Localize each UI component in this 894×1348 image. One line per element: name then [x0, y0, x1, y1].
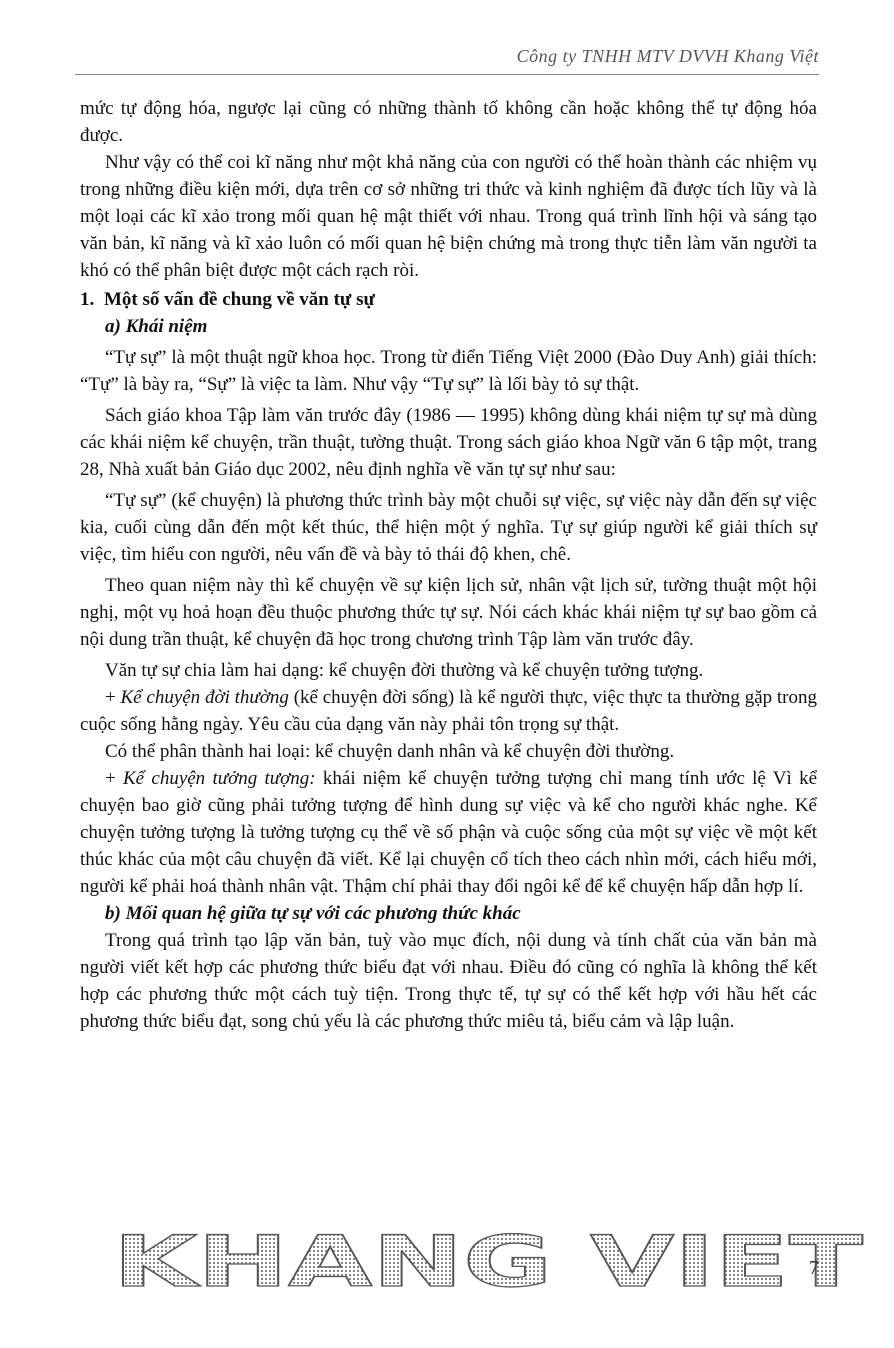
term-description: (kể chuyện đời sống) là kể người thực, việc thực ta thường gặp trong cuộc sống hằng ngày. Yêu cầu của dạng văn này phải tôn trọng sự thật. — [80, 687, 818, 735]
page-body — [80, 95, 817, 1035]
term-description: khái niệm kể chuyện tưởng tượng chỉ mang tính ước lệ Vì kể chuyện bao giờ cũng phải tưởng tượng để hình dung sự việc và kể cho người khác nghe. Kể chuyện tưởng tượng là tưởng tượng cụ thể về số phận và cuộc sống của một sự việc về một kết thúc khác của một câu chuyện đã viết. Kể lại chuyện cổ tích theo cách nhìn mới, cách hiểu mới, người kể phải hoá thành nhân vật. Thậm chí phải thay đổi ngôi kể để kể chuyện hấp dẫn hợp lí. — [80, 768, 818, 897]
bullet-plus: + — [105, 687, 121, 708]
paragraph: Văn tự sự chia làm hai dạng: kể chuyện đời thường và kể chuyện tưởng tượng. — [105, 660, 704, 681]
section-title: Một số vấn đề chung về văn tự sự — [104, 289, 375, 310]
paragraph: Trong quá trình tạo lập văn bản, tuỳ vào mục đích, nội dung và tính chất của văn bản mà người viết kết hợp các phương thức biểu đạt với nhau. Điều đó cũng có nghĩa là không thể kết hợp các phương thức một cách tuỳ tiện. Trong thực tế, tự sự có thể kết hợp với hầu hết các phương thức biểu đạt, song chủ yếu là các phương thức miêu tả, biểu cảm và lập luận. — [80, 930, 817, 1032]
paragraph: mức tự động hóa, ngược lại cũng có những thành tố không cần hoặc không thể tự động hóa được. — [80, 98, 817, 146]
khang-viet-logo — [108, 1233, 868, 1289]
bullet-plus: + — [105, 768, 123, 789]
term-imaginary-story: Kể chuyện tưởng tượng: — [123, 768, 316, 789]
definition-quote: “Tự sự” (kể chuyện) là phương thức trình bày một chuỗi sự việc, sự việc này dẫn đến sự việc kia, cuối cùng dẫn đến một kết thúc, thể hiện một ý nghĩa. Tự sự giúp người kể giải thích sự việc, tìm hiểu con người, nêu vấn đề và bày tỏ thái độ khen, chê. — [80, 490, 817, 565]
paragraph: “Tự sự” là một thuật ngữ khoa học. Trong từ điển Tiếng Việt 2000 (Đào Duy Anh) giải thích: “Tự” là bày ra, “Sự” là việc ta làm. Như vậy “Tự sự” là lối bày tỏ sự thật. — [80, 347, 817, 395]
list-item — [80, 684, 817, 738]
subsection-heading-b: b) Mối quan hệ giữa tự sự với các phương thức khác — [105, 903, 521, 924]
paragraph: Theo quan niệm này thì kể chuyện về sự kiện lịch sử, nhân vật lịch sử, tường thuật một hội nghị, một vụ hoả hoạn đều thuộc phương thức tự sự. Nói cách khác khái niệm tự sự bao gồm cả nội dung trần thuật, kể chuyện đã học trong chương trình Tập làm văn trước đây. — [80, 575, 817, 650]
section-number: 1. — [80, 289, 95, 310]
paragraph: Có thể phân thành hai loại: kể chuyện danh nhân và kể chuyện đời thường. — [105, 741, 675, 762]
paragraph: Sách giáo khoa Tập làm văn trước đây (1986 — 1995) không dùng khái niệm tự sự mà dùng các khái niệm kể chuyện, trần thuật, tường thuật. Trong sách giáo khoa Ngữ văn 6 tập một, trang 28, Nhà xuất bản Giáo dục 2002, nêu định nghĩa về văn tự sự như sau: — [80, 405, 817, 480]
section-heading — [80, 286, 817, 313]
running-header — [75, 46, 819, 75]
term-everyday-story: Kể chuyện đời thường — [120, 687, 289, 708]
page-footer — [80, 1233, 864, 1293]
paragraph: Như vậy có thể coi kĩ năng như một khả năng của con người có thể hoàn thành các nhiệm vụ trong những điều kiện mới, dựa trên cơ sở những tri thức và kinh nghiệm đã được tích lũy và là một loại các kĩ xảo trong mối quan hệ mật thiết với nhau. Trong quá trình lĩnh hội và sáng tạo văn bản, kĩ năng và kĩ xảo luôn có mối quan hệ biện chứng mà trong thực tiễn làm văn người ta khó có thể phân biệt được một cách rạch ròi. — [80, 152, 817, 281]
logo-text: KHANG VIET — [113, 1233, 864, 1289]
company-name: Công ty TNHH MTV DVVH Khang Việt — [516, 46, 819, 66]
list-item — [80, 765, 817, 900]
page-number: 7 — [809, 1257, 819, 1279]
subsection-heading-a: a) Khái niệm — [105, 316, 208, 337]
